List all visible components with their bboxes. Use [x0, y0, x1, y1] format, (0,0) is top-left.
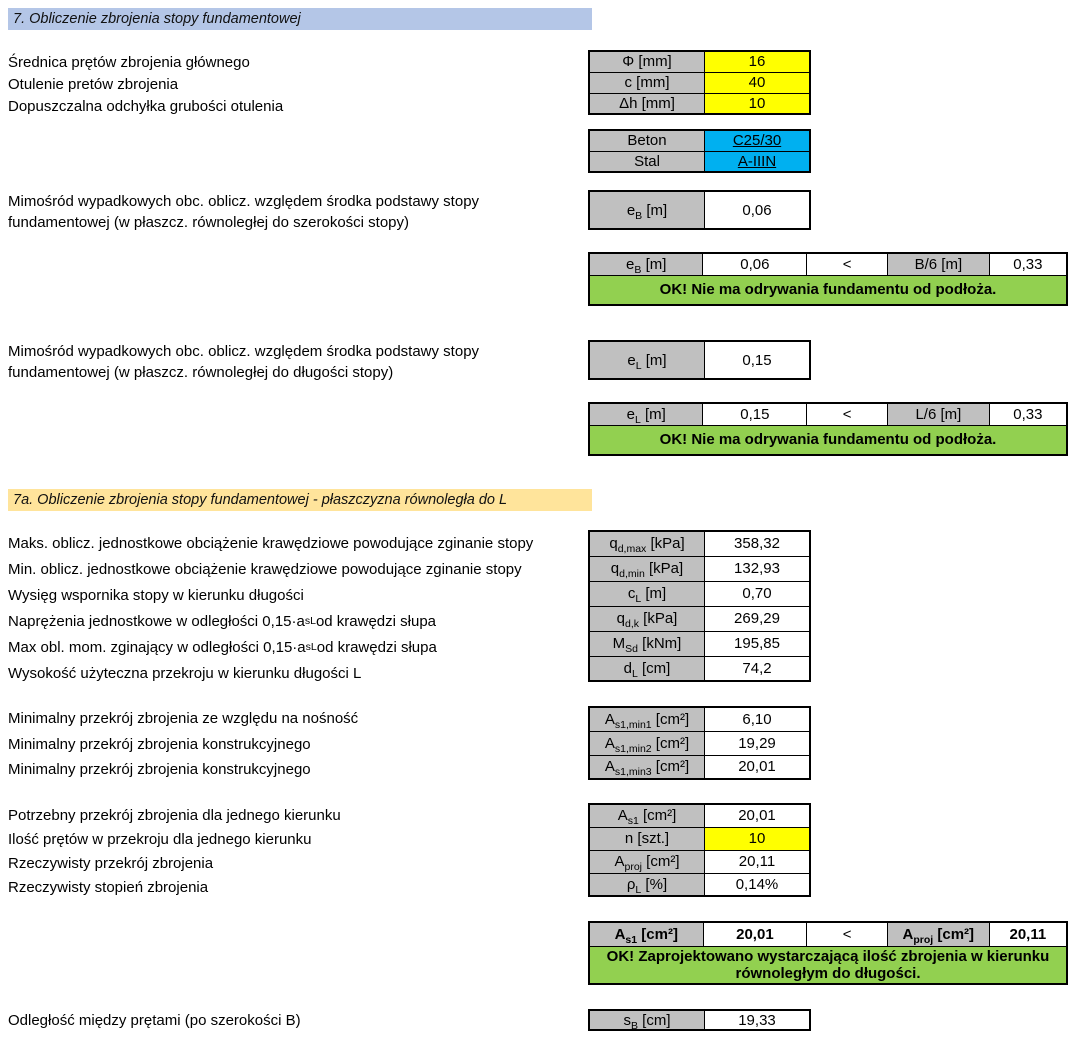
param-name-cell: $\rho_L$ [%]: [589, 873, 705, 896]
material-name-cell: Stal: [589, 151, 705, 172]
limit-name-cell: L/6 [m]: [888, 403, 990, 425]
limit-name-cell: $A_{proj}$ [cm²]: [887, 922, 989, 946]
operator-cell: <: [807, 253, 888, 275]
param-name-cell: $e_L$ [m]: [589, 403, 703, 425]
row-label: Max obl. mom. zginający w odległości 0,15·a sL od krawędzi słupa: [8, 638, 437, 656]
status-message: OK! Zaprojektowano wystarczającą ilość zbrojenia w kierunku równoległym do długości.: [589, 946, 1067, 984]
value-cell: 132,93: [705, 556, 811, 581]
param-name-cell: Δh [mm]: [589, 93, 705, 114]
design-table: [588, 803, 811, 897]
limit-value-cell: 0,33: [989, 403, 1067, 425]
value-cell: 358,32: [705, 531, 811, 556]
limit-name-cell: B/6 [m]: [888, 253, 990, 275]
row-label: Minimalny przekrój zbrojenia ze względu na nośność: [8, 710, 359, 727]
value-cell: 6,10: [705, 707, 811, 731]
value-cell: 195,85: [705, 631, 811, 656]
input-cell[interactable]: 40: [705, 72, 811, 93]
row-label: Średnica prętów zbrojenia głównego: [8, 53, 250, 71]
value-cell: 269,29: [705, 606, 811, 631]
param-name-cell: $M_{Sd}$ [kNm]: [589, 631, 705, 656]
row-label: Wysięg wspornika stopy w kierunku długości: [8, 586, 304, 604]
row-label: Wysokość użyteczna przekroju w kierunku długości L: [8, 664, 362, 682]
row-label: Potrzebny przekrój zbrojenia dla jednego kierunku: [8, 806, 341, 824]
section-7a-header: 7a. Obliczenie zbrojenia stopy fundamentowej - płaszczyzna równoległa do L: [8, 489, 592, 511]
param-name-cell: $q_{d,max}$ [kPa]: [589, 531, 705, 556]
row-label: Mimośród wypadkowych obc. oblicz. względem środka podstawy stopy fundamentowej (w płaszcz. równoległej do długości stopy): [8, 343, 480, 381]
value-cell: 19,33: [705, 1010, 811, 1030]
row-label: Dopuszczalna odchyłka grubości otulenia: [8, 97, 284, 115]
param-name-cell: n [szt.]: [589, 827, 705, 850]
spacing-table: [588, 1009, 811, 1031]
status-message: OK! Nie ma odrywania fundamentu od podłoża.: [589, 275, 1067, 305]
check-as-table: [588, 921, 1068, 985]
row-label: Minimalny przekrój zbrojenia konstrukcyjnego: [8, 736, 311, 753]
operator-cell: <: [807, 922, 888, 946]
param-name-cell: $e_B$ [m]: [589, 253, 703, 275]
operator-cell: <: [807, 403, 888, 425]
input-cell[interactable]: 10: [705, 827, 811, 850]
check-b-table: [588, 252, 1068, 306]
material-name-cell: Beton: [589, 130, 705, 151]
input-cell[interactable]: 16: [705, 51, 811, 72]
param-name-cell: $A_{s1}$ [cm²]: [589, 922, 703, 946]
param-name-cell: $A_{proj}$ [cm²]: [589, 850, 705, 873]
ecc-b-table: [588, 190, 811, 230]
row-label: Otulenie pretów zbrojenia: [8, 75, 179, 93]
calc-table: [588, 530, 811, 682]
row-label: Minimalny przekrój zbrojenia konstrukcyjnego: [8, 761, 311, 778]
section-7-header: 7. Obliczenie zbrojenia stopy fundamentowej: [8, 8, 592, 30]
param-name-cell: $A_{s1,min1}$ [cm²]: [589, 707, 705, 731]
param-name-cell: Φ [mm]: [589, 51, 705, 72]
param-name-cell: $d_L$ [cm]: [589, 656, 705, 681]
row-label: Naprężenia jednostkowe w odległości 0,15·a sL od krawędzi słupa: [8, 612, 437, 630]
row-label: Mimośród wypadkowych obc. oblicz. względem środka podstawy stopy fundamentowej (w płaszcz. równoległej do szerokości stopy): [8, 193, 480, 231]
param-name-cell: $e_B$ [m]: [589, 191, 705, 229]
material-select-cell[interactable]: A-IIIN: [705, 151, 811, 172]
row-label: Min. oblicz. jednostkowe obciążenie krawędziowe powodujące zginanie stopy: [8, 560, 522, 578]
status-message: OK! Nie ma odrywania fundamentu od podłoża.: [589, 425, 1067, 455]
value-cell: 0,70: [705, 581, 811, 606]
param-name-cell: $q_{d,k}$ [kPa]: [589, 606, 705, 631]
value-cell: 20,11: [705, 850, 811, 873]
value-cell: 20,01: [705, 755, 811, 779]
check-l-table: [588, 402, 1068, 456]
value-cell: 74,2: [705, 656, 811, 681]
param-table: [588, 50, 811, 115]
input-cell[interactable]: 10: [705, 93, 811, 114]
min-reinforcement-table: [588, 706, 811, 780]
row-label: Odległość między prętami (po szerokości B): [8, 1012, 301, 1029]
param-name-cell: $q_{d,min}$ [kPa]: [589, 556, 705, 581]
value-cell: 20,01: [705, 804, 811, 827]
param-name-cell: $c_L$ [m]: [589, 581, 705, 606]
param-name-cell: $s_B$ [cm]: [589, 1010, 705, 1030]
param-name-cell: $e_L$ [m]: [589, 341, 705, 379]
row-label: Maks. oblicz. jednostkowe obciążenie krawędziowe powodujące zginanie stopy: [8, 534, 534, 552]
value-cell: 0,06: [703, 253, 807, 275]
param-name-cell: c [mm]: [589, 72, 705, 93]
value-cell: 0,06: [705, 191, 811, 229]
param-name-cell: $A_{s1,min3}$ [cm²]: [589, 755, 705, 779]
value-cell: 0,15: [705, 341, 811, 379]
value-cell: 0,14%: [705, 873, 811, 896]
value-cell: 20,01: [703, 922, 807, 946]
value-cell: 19,29: [705, 731, 811, 755]
value-cell: 0,15: [703, 403, 807, 425]
materials-table: [588, 129, 811, 173]
limit-value-cell: 20,11: [989, 922, 1067, 946]
row-label: Rzeczywisty przekrój zbrojenia: [8, 854, 214, 872]
row-label: Rzeczywisty stopień zbrojenia: [8, 878, 209, 896]
param-name-cell: $A_{s1}$ [cm²]: [589, 804, 705, 827]
limit-value-cell: 0,33: [989, 253, 1067, 275]
row-label: Ilość prętów w przekroju dla jednego kierunku: [8, 830, 312, 848]
material-select-cell[interactable]: C25/30: [705, 130, 811, 151]
param-name-cell: $A_{s1,min2}$ [cm²]: [589, 731, 705, 755]
ecc-l-table: [588, 340, 811, 380]
